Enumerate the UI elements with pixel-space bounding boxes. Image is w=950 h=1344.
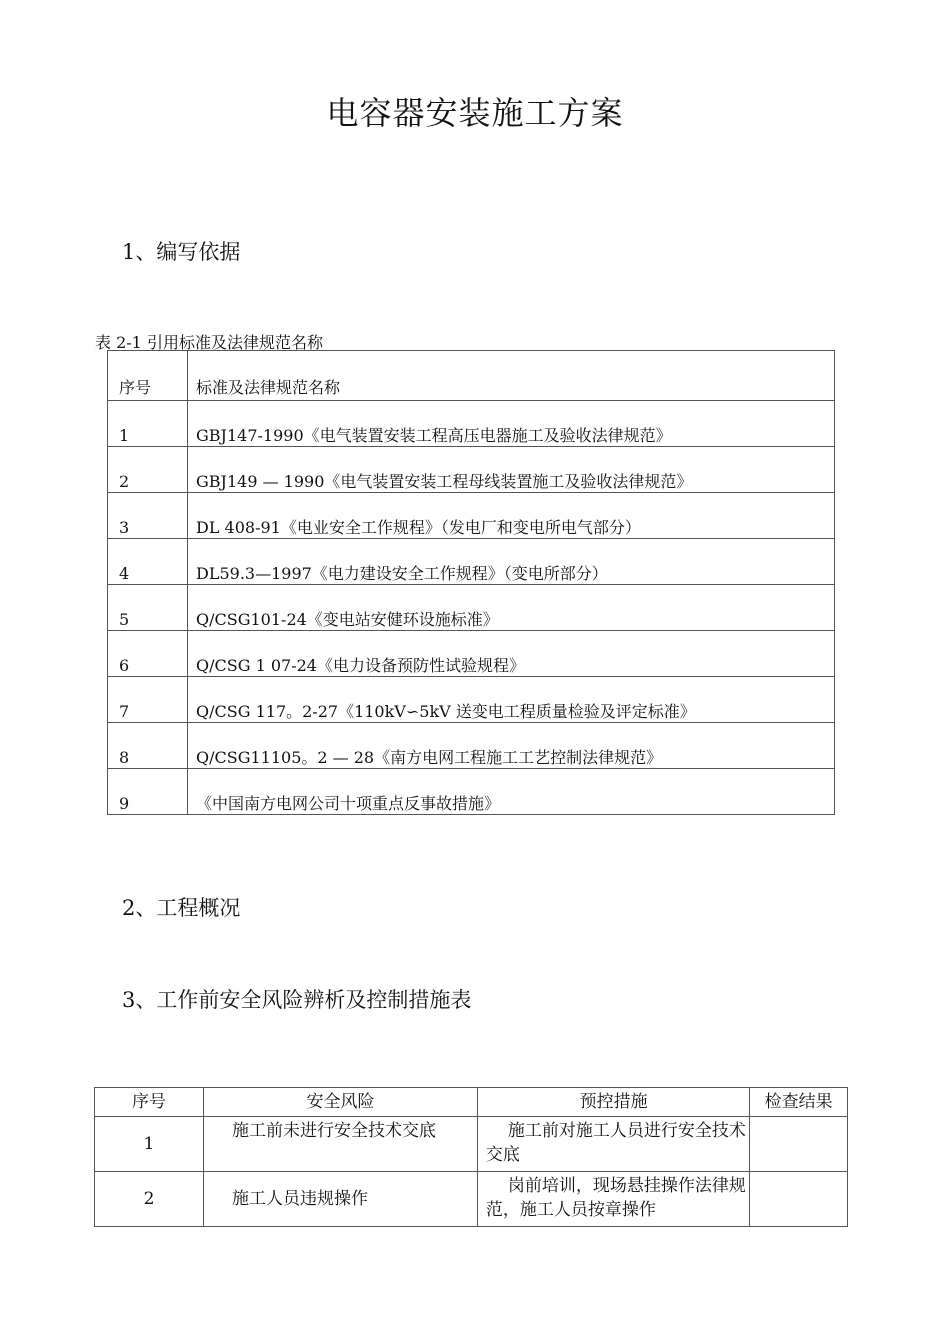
row-number: 4	[108, 539, 188, 585]
row-number: 2	[95, 1172, 204, 1227]
section-heading-overview: 2、工程概况	[122, 896, 241, 920]
table-row	[95, 1117, 848, 1172]
standard-name: Q/CSG 1 07-24《电力设备预防性试验规程》	[188, 631, 835, 677]
result-cell	[750, 1172, 848, 1227]
table-row	[108, 723, 835, 769]
section-heading-basis: 1、编写依据	[122, 240, 241, 264]
table-row	[108, 539, 835, 585]
row-number: 8	[108, 723, 188, 769]
header-cell-no: 序号	[95, 1088, 204, 1117]
table-header-row	[108, 351, 835, 401]
standard-name: Q/CSG101-24《变电站安健环设施标准》	[188, 585, 835, 631]
header-cell-name: 标准及法律规范名称	[188, 351, 835, 401]
standards-table	[107, 350, 835, 815]
row-number: 9	[108, 769, 188, 815]
row-number: 2	[108, 447, 188, 493]
header-cell-result: 检查结果	[750, 1088, 848, 1117]
section-heading-risk: 3、工作前安全风险辨析及控制措施表	[122, 988, 472, 1012]
standard-name: DL59.3—1997《电力建设安全工作规程》（变电所部分）	[188, 539, 835, 585]
risk-cell: 施工前未进行安全技术交底	[203, 1117, 477, 1172]
table-header-row	[95, 1088, 848, 1117]
row-number: 1	[108, 401, 188, 447]
measure-cell: 施工前对施工人员进行安全技术交底	[477, 1117, 749, 1172]
header-cell-measures: 预控措施	[477, 1088, 749, 1117]
row-number: 6	[108, 631, 188, 677]
table-row	[108, 493, 835, 539]
table-row	[95, 1172, 848, 1227]
table-row	[108, 769, 835, 815]
document-title: 电容器安装施工方案	[326, 94, 624, 132]
standard-name: GBJ149 — 1990《电气装置安装工程母线装置施工及验收法律规范》	[188, 447, 835, 493]
standard-name: 《中国南方电网公司十项重点反事故措施》	[188, 769, 835, 815]
table-row	[108, 447, 835, 493]
risk-control-table	[94, 1087, 848, 1227]
standard-name: GBJ147-1990《电气装置安装工程高压电器施工及验收法律规范》	[188, 401, 835, 447]
row-number: 3	[108, 493, 188, 539]
row-number: 1	[95, 1117, 204, 1172]
table-row	[108, 585, 835, 631]
risk-cell: 施工人员违规操作	[203, 1172, 477, 1227]
table-row	[108, 677, 835, 723]
table-row	[108, 631, 835, 677]
header-cell-risk: 安全风险	[203, 1088, 477, 1117]
header-cell-no: 序号	[108, 351, 188, 401]
standard-name: DL 408-91《电业安全工作规程》（发电厂和变电所电气部分）	[188, 493, 835, 539]
row-number: 7	[108, 677, 188, 723]
row-number: 5	[108, 585, 188, 631]
table-row	[108, 401, 835, 447]
table1-caption: 表 2-1 引用标准及法律规范名称	[95, 333, 323, 352]
standard-name: Q/CSG 117。2-27《110kV∽5kV 送变电工程质量检验及评定标准》	[188, 677, 835, 723]
standard-name: Q/CSG11105。2 — 28《南方电网工程施工工艺控制法律规范》	[188, 723, 835, 769]
result-cell	[750, 1117, 848, 1172]
measure-cell: 岗前培训，现场悬挂操作法律规范，施工人员按章操作	[477, 1172, 749, 1227]
